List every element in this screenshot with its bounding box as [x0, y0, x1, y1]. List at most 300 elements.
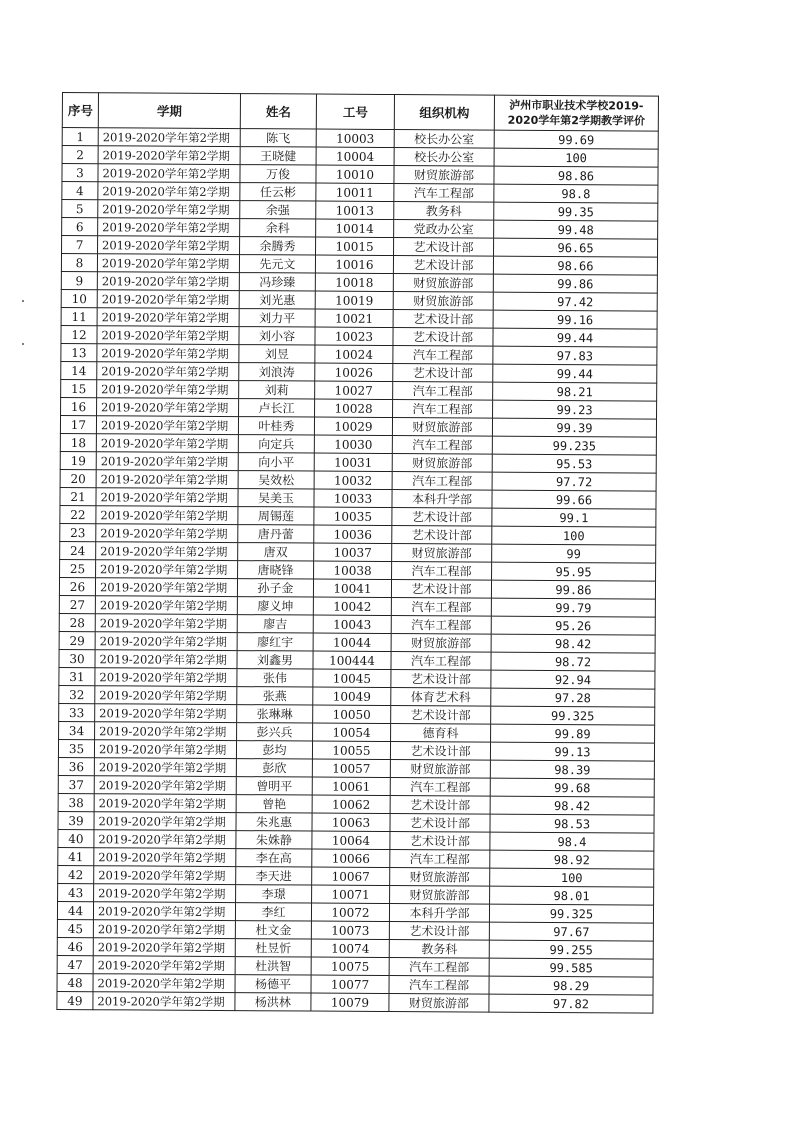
cell-dept: 艺术设计部 [390, 814, 490, 833]
cell-seq: 10 [61, 289, 97, 307]
cell-term: 2019-2020学年第2学期 [97, 398, 239, 417]
cell-score: 99 [492, 544, 656, 563]
header-id: 工号 [316, 94, 394, 129]
cell-seq: 32 [59, 685, 95, 703]
cell-name: 卢长江 [239, 399, 315, 417]
cell-dept: 教务科 [389, 940, 489, 959]
cell-dept: 财贸旅游部 [394, 166, 494, 185]
cell-name: 彭均 [236, 741, 312, 759]
cell-score: 100 [490, 868, 654, 887]
cell-id: 10029 [314, 417, 392, 435]
cell-term: 2019-2020学年第2学期 [98, 128, 240, 147]
cell-score: 99.89 [491, 724, 655, 743]
evaluation-table [56, 92, 659, 1014]
cell-dept: 汽车工程部 [392, 436, 492, 455]
cell-name: 唐丹蕾 [238, 525, 314, 543]
cell-name: 孙子金 [237, 579, 313, 597]
cell-score: 99.35 [494, 202, 658, 221]
cell-dept: 财贸旅游部 [390, 760, 490, 779]
cell-id: 10030 [314, 435, 392, 453]
cell-term: 2019-2020学年第2学期 [96, 542, 238, 561]
cell-id: 10075 [311, 957, 389, 975]
cell-id: 10044 [313, 633, 391, 651]
cell-name: 刘小容 [239, 327, 315, 345]
cell-term: 2019-2020学年第2学期 [96, 416, 238, 435]
cell-seq: 27 [59, 595, 95, 613]
cell-id: 10079 [311, 993, 389, 1011]
cell-seq: 16 [61, 397, 97, 415]
cell-dept: 财贸旅游部 [393, 274, 493, 293]
cell-name: 廖吉 [237, 615, 313, 633]
cell-term: 2019-2020学年第2学期 [94, 848, 236, 867]
cell-score: 98.92 [490, 850, 654, 869]
cell-seq: 41 [58, 847, 94, 865]
cell-score: 98.42 [490, 796, 654, 815]
cell-term: 2019-2020学年第2学期 [94, 776, 236, 795]
cell-score: 99.44 [493, 328, 657, 347]
cell-seq: 34 [59, 721, 95, 739]
cell-name: 向小平 [238, 453, 314, 471]
cell-seq: 38 [58, 793, 94, 811]
cell-seq: 17 [60, 415, 96, 433]
cell-score: 99.235 [492, 436, 656, 455]
cell-score: 99.1 [492, 508, 656, 527]
cell-dept: 德育科 [391, 724, 491, 743]
cell-term: 2019-2020学年第2学期 [95, 686, 237, 705]
cell-term: 2019-2020学年第2学期 [97, 272, 239, 291]
cell-score: 98.21 [493, 382, 657, 401]
cell-term: 2019-2020学年第2学期 [93, 920, 235, 939]
cell-score: 97.28 [491, 688, 655, 707]
cell-name: 朱姝静 [236, 831, 312, 849]
scan-speck [22, 343, 24, 345]
cell-score: 95.53 [492, 454, 656, 473]
cell-score: 99.68 [490, 778, 654, 797]
cell-seq: 40 [58, 829, 94, 847]
cell-id: 10038 [314, 561, 392, 579]
cell-seq: 47 [57, 955, 93, 973]
cell-term: 2019-2020学年第2学期 [93, 992, 235, 1011]
cell-seq: 11 [61, 307, 97, 325]
cell-name: 彭欣 [236, 759, 312, 777]
cell-name: 刘浪涛 [239, 363, 315, 381]
cell-seq: 1 [62, 128, 98, 146]
cell-id: 10023 [315, 327, 393, 345]
cell-term: 2019-2020学年第2学期 [97, 362, 239, 381]
cell-id: 10062 [312, 795, 390, 813]
cell-dept: 党政办公室 [394, 220, 494, 239]
cell-seq: 33 [59, 703, 95, 721]
cell-term: 2019-2020学年第2学期 [93, 902, 235, 921]
cell-seq: 2 [62, 146, 98, 164]
cell-id: 10026 [315, 363, 393, 381]
cell-dept: 汽车工程部 [389, 958, 489, 977]
cell-term: 2019-2020学年第2学期 [94, 866, 236, 885]
cell-seq: 44 [57, 901, 93, 919]
cell-name: 杜洪智 [235, 957, 311, 975]
cell-name: 余科 [240, 219, 316, 237]
cell-dept: 校长办公室 [394, 130, 494, 149]
cell-seq: 26 [59, 577, 95, 595]
cell-seq: 21 [60, 487, 96, 505]
cell-id: 10067 [312, 867, 390, 885]
cell-term: 2019-2020学年第2学期 [94, 794, 236, 813]
cell-dept: 财贸旅游部 [389, 994, 489, 1013]
cell-term: 2019-2020学年第2学期 [94, 740, 236, 759]
cell-name: 余腾秀 [240, 237, 316, 255]
cell-id: 10045 [313, 669, 391, 687]
cell-term: 2019-2020学年第2学期 [96, 470, 238, 489]
header-row [62, 93, 658, 132]
cell-seq: 31 [59, 667, 95, 685]
cell-name: 杜昱忻 [235, 939, 311, 957]
cell-score: 99.23 [493, 400, 657, 419]
cell-term: 2019-2020学年第2学期 [95, 704, 237, 723]
cell-dept: 艺术设计部 [392, 508, 492, 527]
cell-seq: 22 [60, 505, 96, 523]
cell-dept: 汽车工程部 [394, 184, 494, 203]
cell-id: 10010 [316, 165, 394, 183]
cell-dept: 艺术设计部 [392, 526, 492, 545]
cell-term: 2019-2020学年第2学期 [97, 326, 239, 345]
cell-name: 冯珍臻 [239, 273, 315, 291]
cell-id: 10021 [315, 309, 393, 327]
cell-score: 99.325 [491, 706, 655, 725]
cell-score: 99.39 [492, 418, 656, 437]
cell-score: 99.66 [492, 490, 656, 509]
cell-term: 2019-2020学年第2学期 [94, 812, 236, 831]
cell-id: 10054 [313, 723, 391, 741]
cell-dept: 艺术设计部 [393, 364, 493, 383]
cell-id: 10061 [312, 777, 390, 795]
cell-term: 2019-2020学年第2学期 [96, 488, 238, 507]
cell-id: 10050 [313, 705, 391, 723]
cell-id: 10011 [316, 183, 394, 201]
cell-name: 王晓健 [240, 147, 316, 165]
cell-seq: 7 [62, 236, 98, 254]
cell-score: 97.67 [489, 922, 653, 941]
cell-term: 2019-2020学年第2学期 [96, 452, 238, 471]
cell-id: 10049 [313, 687, 391, 705]
cell-name: 吴效松 [238, 471, 314, 489]
cell-score: 98.72 [491, 652, 655, 671]
cell-score: 98.66 [493, 256, 657, 275]
cell-dept: 汽车工程部 [390, 778, 490, 797]
cell-score: 99.86 [493, 274, 657, 293]
cell-dept: 汽车工程部 [391, 616, 491, 635]
cell-score: 96.65 [494, 238, 658, 257]
cell-name: 张伟 [237, 669, 313, 687]
cell-term: 2019-2020学年第2学期 [94, 884, 236, 903]
cell-id: 10043 [313, 615, 391, 633]
cell-seq: 15 [61, 379, 97, 397]
cell-term: 2019-2020学年第2学期 [96, 524, 238, 543]
cell-id: 10018 [315, 273, 393, 291]
cell-term: 2019-2020学年第2学期 [96, 560, 238, 579]
cell-name: 向定兵 [238, 435, 314, 453]
cell-score: 99.255 [489, 940, 653, 959]
cell-term: 2019-2020学年第2学期 [97, 254, 239, 273]
cell-id: 10028 [315, 399, 393, 417]
cell-seq: 35 [58, 739, 94, 757]
cell-dept: 财贸旅游部 [392, 418, 492, 437]
cell-score: 97.83 [493, 346, 657, 365]
cell-term: 2019-2020学年第2学期 [97, 344, 239, 363]
cell-name: 唐晓锋 [238, 561, 314, 579]
cell-seq: 9 [61, 271, 97, 289]
cell-name: 曾艳 [236, 795, 312, 813]
table-row [57, 991, 653, 1013]
cell-term: 2019-2020学年第2学期 [95, 578, 237, 597]
cell-score: 92.94 [491, 670, 655, 689]
cell-id: 10041 [313, 579, 391, 597]
cell-id: 100444 [313, 651, 391, 669]
cell-dept: 汽车工程部 [393, 382, 493, 401]
cell-score: 100 [492, 526, 656, 545]
cell-score: 99.44 [493, 364, 657, 383]
cell-dept: 艺术设计部 [390, 796, 490, 815]
cell-term: 2019-2020学年第2学期 [97, 308, 239, 327]
cell-dept: 汽车工程部 [392, 562, 492, 581]
cell-seq: 30 [59, 649, 95, 667]
cell-name: 李红 [235, 903, 311, 921]
cell-id: 10055 [312, 741, 390, 759]
cell-seq: 18 [60, 433, 96, 451]
cell-name: 杨德平 [235, 975, 311, 993]
cell-score: 99.48 [494, 220, 658, 239]
cell-score: 99.86 [491, 580, 655, 599]
cell-dept: 财贸旅游部 [390, 868, 490, 887]
cell-id: 10027 [315, 381, 393, 399]
cell-dept: 本科升学部 [392, 490, 492, 509]
cell-dept: 体育艺术科 [391, 688, 491, 707]
cell-seq: 25 [60, 559, 96, 577]
cell-score: 97.42 [493, 292, 657, 311]
cell-seq: 12 [61, 325, 97, 343]
cell-seq: 20 [60, 469, 96, 487]
cell-dept: 汽车工程部 [392, 472, 492, 491]
cell-seq: 39 [58, 811, 94, 829]
cell-id: 10077 [311, 975, 389, 993]
cell-dept: 艺术设计部 [391, 670, 491, 689]
cell-score: 98.8 [494, 184, 658, 203]
cell-id: 10042 [313, 597, 391, 615]
cell-id: 10036 [314, 525, 392, 543]
cell-term: 2019-2020学年第2学期 [98, 200, 240, 219]
cell-score: 98.42 [491, 634, 655, 653]
cell-id: 10015 [316, 237, 394, 255]
header-eval: 泸州市职业技术学校2019-2020学年第2学期教学评价 [494, 95, 658, 131]
cell-name: 周锡莲 [238, 507, 314, 525]
cell-name: 刘昱 [239, 345, 315, 363]
cell-name: 李在高 [236, 849, 312, 867]
cell-score: 99.79 [491, 598, 655, 617]
cell-dept: 艺术设计部 [394, 238, 494, 257]
cell-seq: 3 [62, 164, 98, 182]
cell-dept: 财贸旅游部 [392, 454, 492, 473]
header-term: 学期 [98, 93, 240, 129]
cell-id: 10024 [315, 345, 393, 363]
cell-seq: 23 [60, 523, 96, 541]
cell-term: 2019-2020学年第2学期 [94, 758, 236, 777]
cell-id: 10035 [314, 507, 392, 525]
cell-score: 98.39 [490, 760, 654, 779]
cell-id: 10004 [316, 147, 394, 165]
cell-name: 唐双 [238, 543, 314, 561]
cell-name: 万俊 [240, 165, 316, 183]
cell-id: 10071 [312, 885, 390, 903]
cell-score: 95.26 [491, 616, 655, 635]
cell-term: 2019-2020学年第2学期 [98, 164, 240, 183]
cell-score: 97.72 [492, 472, 656, 491]
cell-id: 10074 [311, 939, 389, 957]
cell-id: 10037 [314, 543, 392, 561]
cell-id: 10013 [316, 201, 394, 219]
cell-dept: 本科升学部 [389, 904, 489, 923]
cell-dept: 财贸旅游部 [390, 886, 490, 905]
cell-id: 10033 [314, 489, 392, 507]
cell-dept: 汽车工程部 [391, 598, 491, 617]
cell-dept: 财贸旅游部 [393, 292, 493, 311]
cell-dept: 财贸旅游部 [391, 634, 491, 653]
cell-seq: 14 [61, 361, 97, 379]
cell-seq: 24 [60, 541, 96, 559]
cell-term: 2019-2020学年第2学期 [96, 434, 238, 453]
cell-term: 2019-2020学年第2学期 [98, 182, 240, 201]
cell-dept: 汽车工程部 [393, 400, 493, 419]
cell-seq: 28 [59, 613, 95, 631]
cell-id: 10016 [315, 255, 393, 273]
cell-term: 2019-2020学年第2学期 [95, 596, 237, 615]
cell-seq: 45 [57, 919, 93, 937]
cell-term: 2019-2020学年第2学期 [95, 650, 237, 669]
cell-term: 2019-2020学年第2学期 [97, 380, 239, 399]
cell-dept: 艺术设计部 [393, 310, 493, 329]
cell-name: 廖红宇 [237, 633, 313, 651]
cell-seq: 48 [57, 973, 93, 991]
cell-term: 2019-2020学年第2学期 [95, 668, 237, 687]
cell-score: 99.69 [494, 130, 658, 149]
cell-id: 10031 [314, 453, 392, 471]
cell-score: 99.325 [489, 904, 653, 923]
cell-name: 张燕 [237, 687, 313, 705]
header-name: 姓名 [240, 94, 316, 129]
cell-dept: 教务科 [394, 202, 494, 221]
cell-dept: 艺术设计部 [393, 328, 493, 347]
cell-name: 曾明平 [236, 777, 312, 795]
cell-dept: 艺术设计部 [393, 256, 493, 275]
cell-dept: 艺术设计部 [390, 832, 490, 851]
cell-dept: 汽车工程部 [391, 652, 491, 671]
cell-dept: 汽车工程部 [390, 850, 490, 869]
cell-name: 刘莉 [239, 381, 315, 399]
cell-score: 98.01 [490, 886, 654, 905]
cell-dept: 校长办公室 [394, 148, 494, 167]
cell-id: 10057 [312, 759, 390, 777]
cell-name: 刘力平 [239, 309, 315, 327]
cell-id: 10019 [315, 291, 393, 309]
cell-name: 李天进 [236, 867, 312, 885]
cell-name: 刘光惠 [239, 291, 315, 309]
cell-dept: 艺术设计部 [389, 922, 489, 941]
cell-term: 2019-2020学年第2学期 [95, 632, 237, 651]
cell-dept: 财贸旅游部 [392, 544, 492, 563]
cell-seq: 36 [58, 757, 94, 775]
cell-term: 2019-2020学年第2学期 [93, 938, 235, 957]
cell-dept: 汽车工程部 [393, 346, 493, 365]
cell-seq: 29 [59, 631, 95, 649]
cell-term: 2019-2020学年第2学期 [98, 146, 240, 165]
cell-seq: 19 [60, 451, 96, 469]
cell-dept: 艺术设计部 [390, 742, 490, 761]
cell-seq: 8 [61, 254, 97, 272]
cell-id: 10066 [312, 849, 390, 867]
table-body [57, 128, 658, 1014]
evaluation-sheet [62, 92, 658, 1010]
cell-name: 任云彬 [240, 183, 316, 201]
cell-name: 张琳琳 [237, 705, 313, 723]
cell-seq: 5 [62, 200, 98, 218]
cell-seq: 42 [58, 865, 94, 883]
cell-id: 10064 [312, 831, 390, 849]
cell-name: 廖义坤 [237, 597, 313, 615]
cell-seq: 49 [57, 991, 93, 1009]
cell-term: 2019-2020学年第2学期 [95, 614, 237, 633]
scan-speck [22, 300, 24, 302]
cell-score: 98.53 [490, 814, 654, 833]
cell-name: 吴美玉 [238, 489, 314, 507]
cell-score: 98.4 [490, 832, 654, 851]
cell-id: 10014 [316, 219, 394, 237]
cell-term: 2019-2020学年第2学期 [96, 506, 238, 525]
cell-name: 余强 [240, 201, 316, 219]
cell-term: 2019-2020学年第2学期 [95, 722, 237, 741]
header-dept: 组织机构 [394, 95, 494, 131]
cell-seq: 13 [61, 343, 97, 361]
cell-dept: 艺术设计部 [391, 580, 491, 599]
cell-id: 10072 [311, 903, 389, 921]
cell-score: 98.29 [489, 976, 653, 995]
cell-term: 2019-2020学年第2学期 [98, 236, 240, 255]
cell-term: 2019-2020学年第2学期 [97, 290, 239, 309]
cell-seq: 37 [58, 775, 94, 793]
cell-name: 李璟 [236, 885, 312, 903]
cell-score: 99.16 [493, 310, 657, 329]
cell-seq: 6 [62, 218, 98, 236]
cell-score: 100 [494, 148, 658, 167]
cell-name: 朱兆惠 [236, 813, 312, 831]
cell-term: 2019-2020学年第2学期 [98, 218, 240, 237]
cell-id: 10063 [312, 813, 390, 831]
cell-score: 97.82 [489, 994, 653, 1013]
cell-seq: 43 [58, 883, 94, 901]
cell-id: 10003 [316, 129, 394, 147]
cell-score: 99.13 [490, 742, 654, 761]
cell-name: 彭兴兵 [237, 723, 313, 741]
cell-seq: 46 [57, 937, 93, 955]
cell-score: 99.585 [489, 958, 653, 977]
cell-name: 刘鑫男 [237, 651, 313, 669]
cell-name: 杨洪林 [235, 993, 311, 1011]
cell-name: 叶桂秀 [238, 417, 314, 435]
cell-seq: 4 [62, 182, 98, 200]
cell-score: 98.86 [494, 166, 658, 185]
cell-dept: 艺术设计部 [391, 706, 491, 725]
cell-name: 杜文金 [235, 921, 311, 939]
cell-score: 95.95 [492, 562, 656, 581]
cell-term: 2019-2020学年第2学期 [94, 830, 236, 849]
cell-name: 先元文 [239, 255, 315, 273]
